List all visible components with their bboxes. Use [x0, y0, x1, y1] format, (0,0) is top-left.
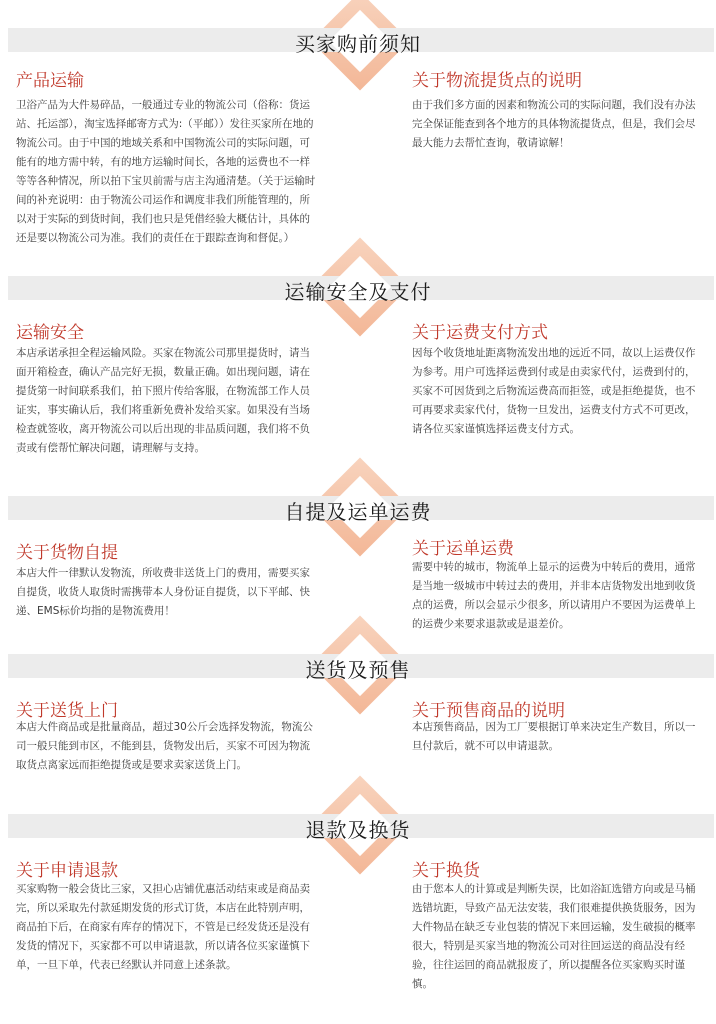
heading-waybill-freight: 关于运单运费: [412, 539, 514, 559]
section-title: 送货及预售: [305, 658, 411, 682]
heading-freight-payment: 关于运费支付方式: [412, 323, 548, 343]
section-refund-exchange: [0, 800, 716, 1024]
text-presale: 本店预售商品，因为工厂要根据订单来决定生产数目，所以一旦付款后，就不可以申请退款。: [412, 721, 696, 752]
heading-presale: 关于预售商品的说明: [412, 701, 565, 721]
text-freight-payment: 因每个收货地址距离物流发出地的远近不同，故以上运费仅作为参考。用户可选择运费到付或是由卖家代付，运费到付的，买家不可因货到之后物流运费高而拒签，或是拒绝提货，也不可再要求卖家代付，货物一旦发出，运费支付方式不可更改，请各位买家谨慎选择运费支付方式。: [412, 347, 696, 435]
heading-door-delivery: 关于送货上门: [16, 701, 118, 721]
heading-pickup-point: 关于物流提货点的说明: [412, 71, 582, 91]
text-door-delivery: 本店大件商品或是批量商品，超过30公斤会选择发物流，物流公司一般只能到市区，不能到县，货物发出后，买家不可因为物流取货点离家远而拒绝提货或是要求卖家送货上门。: [16, 721, 313, 771]
text-pickup-point: 由于我们多方面的因素和物流公司的实际问题，我们没有办法完全保证能查到各个地方的具体物流提货点，但是，我们会尽最大能力去帮忙查询，敬请谅解！: [412, 99, 696, 149]
text-waybill-freight: 需要中转的城市，物流单上显示的运费为中转后的费用，通常是当地一级城市中转过去的费用，并非本店货物发出地到收货点的运费，所以会显示少很多，所以请用户不要因为运费单上的运费少来要求退款或是退差价。: [412, 561, 696, 630]
section-purchase-notice: [0, 0, 716, 270]
heading-transport-safety: 运输安全: [16, 323, 84, 343]
text-transport-safety: 本店承诺承担全程运输风险。买家在物流公司那里提货时，请当面开箱检查，确认产品完好无损，数量正确。如出现问题，请在提货第一时间联系我们，拍下照片传给客服，在物流部工作人员证实，事实确认后，我们将重新免费补发给买家。如果没有当场检查就签收，离开物流公司以后出现的非品质问题，我们将不负责或有偿帮忙解决问题，请理解与支持。: [16, 347, 310, 454]
text-product-shipping: 卫浴产品为大件易碎品，一般通过专业的物流公司（俗称：货运站、托运部），淘宝选择邮寄方式为:（平邮））发往买家所在地的物流公司。由于中国的地域关系和中国物流公司的实际问题，可能有的地方需中转，有的地方运输时间长，各地的运费也不一样等等各种情况，所以拍下宝贝前需与店主沟通清楚。（关于运输时间的补充说明：由于物流公司运作和调度非我们所能管理的，所以对于实际的到货时间，我们也只是凭借经验大概估计，具体的还是要以物流公司为准。我们的责任在于跟踪查询和督促。）: [16, 99, 316, 244]
section-title: 退款及换货: [305, 818, 411, 842]
text-exchange: 由于您本人的计算或是判断失误，比如浴缸选错方向或是马桶选错坑距，导致产品无法安装，我们很难提供换货服务，因为大件物品在缺乏专业包装的情况下来回运输，发生破损的概率很大，特别是买家当地的物流公司对往回运送的商品没有经验，往往运回的商品就报废了，所以提醒各位买家购买时谨慎。: [412, 883, 696, 990]
section-transport-payment: [0, 262, 716, 492]
section-title: 买家购前须知: [295, 32, 421, 56]
heading-exchange: 关于换货: [412, 861, 480, 881]
heading-self-pickup: 关于货物自提: [16, 543, 118, 563]
heading-product-shipping: 产品运输: [16, 71, 84, 91]
text-refund: 买家购物一般会货比三家，又担心店铺优惠活动结束或是商品卖完，所以采取先付款延期发货的形式订货，本店在此特别声明，商品拍下后，在商家有库存的情况下，不管是已经发货还是没有发货的情况下，买家都不可以申请退款，所以请各位买家谨慎下单，一旦下单，代表已经默认并同意上述条款。: [16, 883, 310, 971]
section-title: 自提及运单运费: [284, 500, 432, 524]
section-title: 运输安全及支付: [284, 280, 432, 304]
heading-refund: 关于申请退款: [16, 861, 118, 881]
text-self-pickup: 本店大件一律默认发物流，所收费非送货上门的费用，需要买家自提货，收货人取货时需携带本人身份证自提货，以下平邮、快递、EMS标价均指的是物流费用！: [16, 567, 310, 617]
